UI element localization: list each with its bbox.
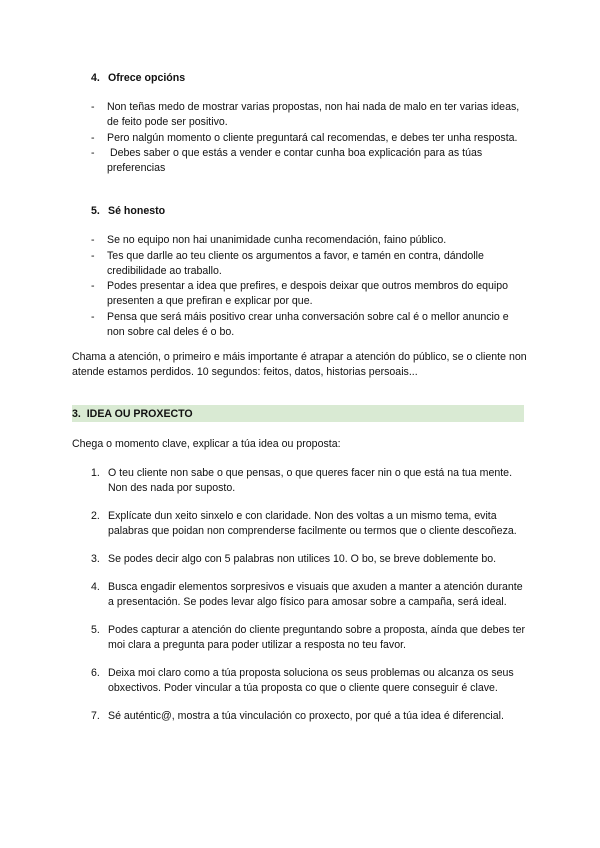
list-item: - Debes saber o que estás a vender e contar cunha boa explicación para as túas preferencias bbox=[91, 147, 486, 174]
list-item: 7. Sé auténtic@, mostra a túa vinculación co proxecto, por qué a túa idea é diferencial. bbox=[91, 710, 504, 722]
list-item: - Non teñas medo de mostrar varias propostas, non hai nada de malo en ter varias ideas, de feito pode ser positivo. bbox=[91, 101, 520, 128]
list-item: - Podes presentar a idea que prefires, e despois deixar que outros membros do equipo presenten a que prefiran e explicar por que. bbox=[91, 280, 509, 307]
list-item: 5. Podes capturar a atención do cliente preguntando sobre a proposta, aínda que debes ter moi clara a pregunta para poder utilizar a resposta no teu favor. bbox=[91, 624, 525, 651]
section-3-intro: Chega o momento clave, explicar a túa idea ou proposta: bbox=[72, 438, 341, 450]
list-item: 6. Deixa moi claro como a túa proposta soluciona os seus problemas ou alcanza os seus obxectivos. Poder vincular a túa proposta co que o cliente quere conseguir é clave. bbox=[91, 667, 514, 694]
attention-paragraph: Chama a atención, o primeiro e máis importante é atrapar a atención do público, se o cliente non atende estamos perdidos. 10 segundos: feitos, datos, historias persoais... bbox=[72, 351, 527, 378]
section-5-title: Sé honesto bbox=[108, 205, 166, 217]
section-5-number: 5. bbox=[91, 205, 100, 217]
list-item: - Pero nalgún momento o cliente preguntará cal recomendas, e debes ter unha resposta. bbox=[91, 131, 518, 144]
section-5-heading bbox=[91, 204, 165, 219]
section-4-list bbox=[91, 100, 521, 177]
section-3-title: 3. IDEA OU PROXECTO bbox=[72, 408, 193, 420]
list-item: - Tes que darlle ao teu cliente os argumentos a favor, e tamén en contra, dándolle credibilidade ao traballo. bbox=[91, 249, 484, 277]
section-4-title: Ofrece opcións bbox=[108, 72, 186, 84]
list-item: 1. O teu cliente non sabe o que pensas, o que queres facer nin o que está na tua mente. Non des nada por suposto. bbox=[91, 467, 513, 494]
list-item: 3. Se podes decir algo con 5 palabras non utilices 10. O bo, se breve doblemente bo. bbox=[91, 553, 497, 565]
list-item: - Se no equipo non hai unanimidade cunha recomendación, faino público. bbox=[91, 234, 447, 246]
section-5-list bbox=[91, 233, 521, 340]
section-3-banner bbox=[72, 405, 524, 422]
section-4-heading bbox=[91, 71, 185, 86]
list-item: - Pensa que será máis positivo crear unha conversación sobre cal é o mellor anuncio e non sobre cal deles é o bo. bbox=[91, 310, 509, 338]
list-item: 2. Explícate dun xeito sinxelo e con claridade. Non des voltas a un mismo tema, evita palabras que poidan non comprenderse facilmente ou termos que o cliente descoñeza. bbox=[91, 510, 517, 537]
section-4-number: 4. bbox=[91, 72, 100, 84]
section-3-steps bbox=[91, 466, 531, 737]
list-item: 4. Busca engadir elementos sorpresivos e visuais que axuden a manter a atención durante a presentación. Se podes levar algo físico para amosar sobre a campaña, será ideal. bbox=[91, 581, 523, 608]
